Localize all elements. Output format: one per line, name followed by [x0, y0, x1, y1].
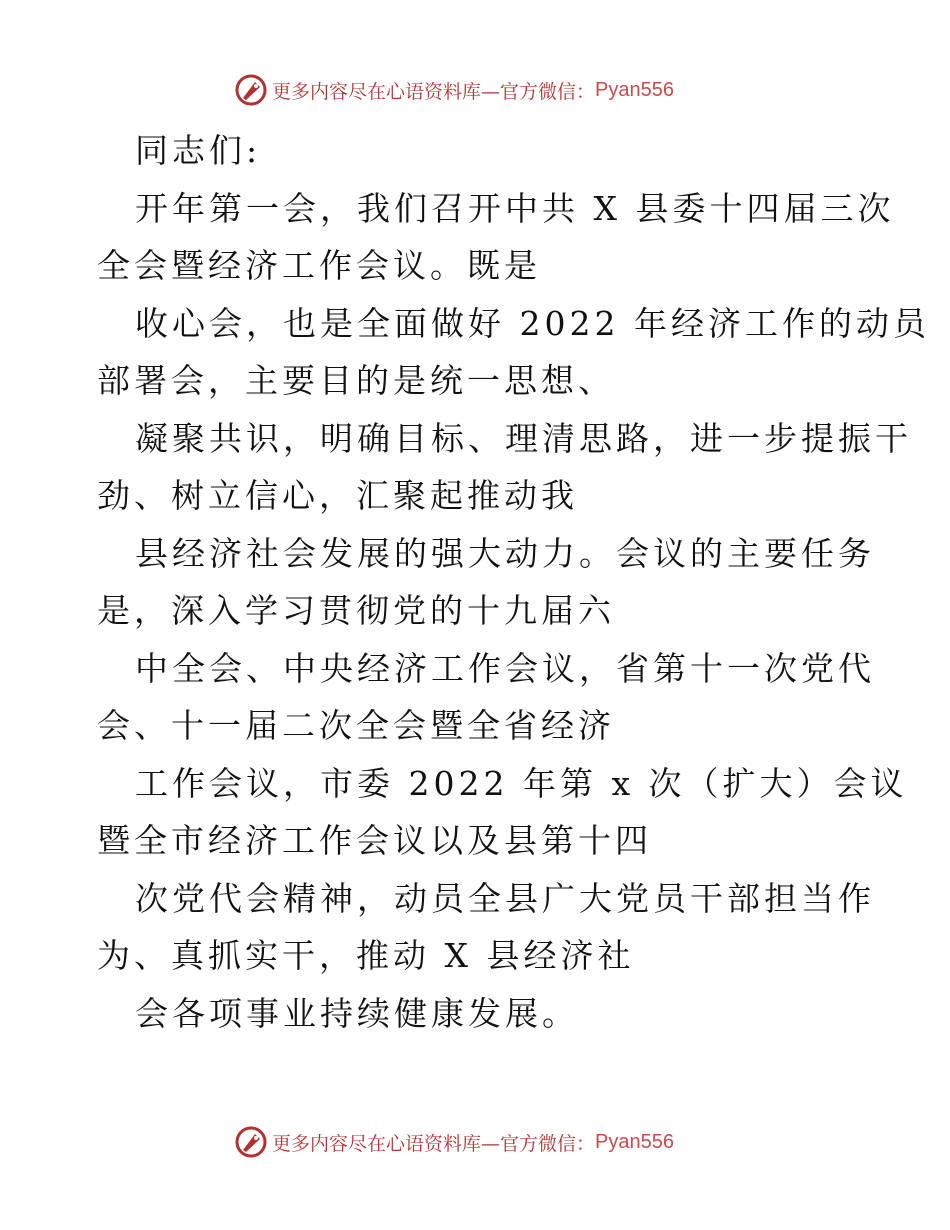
body-line: 是，深入学习贯彻党的十九届六: [97, 591, 615, 630]
body-line: 为、真抓实干，推动 X 县经济社: [97, 936, 635, 975]
banner-wechat-id: Pyan556: [595, 1130, 674, 1153]
banner-text: 更多内容尽在心语资料库—官方微信：: [272, 80, 596, 103]
pen-nib-logo-icon: [234, 73, 268, 107]
body-line: 会、十一届二次全会暨全省经济: [97, 706, 615, 745]
header-banner: [234, 72, 674, 108]
document-body: [97, 122, 930, 1042]
banner-text: 更多内容尽在心语资料库—官方微信：: [272, 1132, 596, 1155]
body-line: 凝聚共识，明确目标、理清思路，进一步提振干: [135, 418, 912, 458]
body-line: 劲、树立信心，汇聚起推动我: [97, 476, 578, 515]
body-line: 全会暨经济工作会议。既是: [97, 246, 541, 285]
body-line: 工作会议，市委 2022 年第 x 次（扩大）会议: [135, 763, 908, 803]
body-line: 暨全市经济工作会议以及县第十四: [97, 821, 652, 860]
body-line: 收心会，也是全面做好 2022 年经济工作的动员: [135, 303, 930, 343]
body-line: 开年第一会，我们召开中共 X 县委十四届三次: [135, 188, 895, 228]
body-line: 同志们:: [135, 131, 262, 170]
body-line: 次党代会精神，动员全县广大党员干部担当作: [135, 878, 875, 918]
body-line: 县经济社会发展的强大动力。会议的主要任务: [135, 533, 875, 573]
banner-wechat-id: Pyan556: [595, 78, 674, 101]
body-line: 中全会、中央经济工作会议，省第十一次党代: [135, 648, 875, 688]
pen-nib-logo-icon: [234, 1125, 268, 1159]
footer-banner: [234, 1124, 674, 1160]
body-line: 会各项事业持续健康发展。: [135, 993, 579, 1033]
body-line: 部署会，主要目的是统一思想、: [97, 361, 615, 400]
